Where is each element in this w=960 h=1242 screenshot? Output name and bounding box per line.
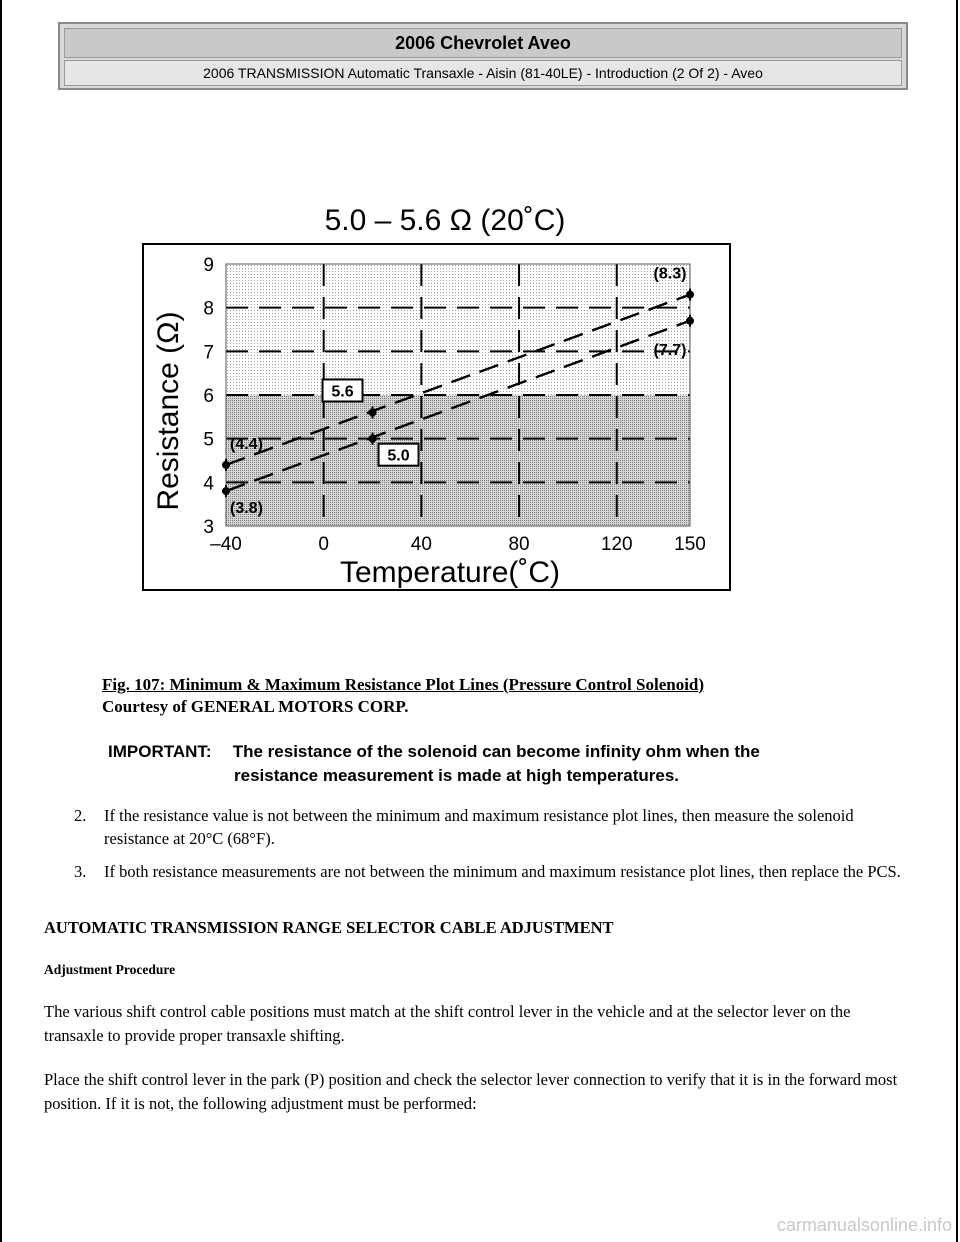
procedure-steps xyxy=(44,804,904,893)
important-line-1: The resistance of the solenoid can become infinity ohm when the xyxy=(232,742,760,761)
x-axis-label: Temperature(˚C) xyxy=(339,556,561,589)
figure-caption xyxy=(102,674,704,718)
document-header xyxy=(58,22,908,90)
chart-title: 5.0 – 5.6 Ω (20˚C) xyxy=(324,204,566,237)
x-tick-label: 80 xyxy=(508,534,530,555)
important-note xyxy=(108,740,868,788)
data-label: 5.0 xyxy=(387,447,410,465)
y-tick-label: 6 xyxy=(203,386,214,407)
resistance-chart xyxy=(140,196,740,596)
list-item xyxy=(44,804,904,850)
data-label: (8.3) xyxy=(653,265,687,283)
y-tick-label: 4 xyxy=(203,473,214,495)
section-heading: AUTOMATIC TRANSMISSION RANGE SELECTOR CABLE ADJUSTMENT xyxy=(44,918,614,937)
data-label: (4.4) xyxy=(230,435,263,453)
step-text: If the resistance value is not between the minimum and maximum resistance plot lines, then measure the solenoid resistance at 20°C (68°F). xyxy=(104,806,854,848)
document-subtitle: 2006 TRANSMISSION Automatic Transaxle - Aisin (81-40LE) - Introduction (2 Of 2) - Aveo xyxy=(64,60,902,86)
important-label: IMPORTANT: xyxy=(108,742,212,761)
y-tick-label: 9 xyxy=(203,255,214,276)
document-title: 2006 Chevrolet Aveo xyxy=(64,28,902,58)
step-number: 2. xyxy=(74,806,87,825)
y-axis-label: Resistance (Ω) xyxy=(152,311,185,511)
watermark: carmanualsonline.info xyxy=(776,1215,952,1235)
paragraph: The various shift control cable positions must match at the shift control lever in the vehicle and at the selector lever on the transaxle to provide proper transaxle shifting. xyxy=(44,1002,851,1045)
data-label: 5.6 xyxy=(331,383,354,401)
y-tick-label: 8 xyxy=(203,298,214,320)
figure-courtesy: Courtesy of GENERAL MOTORS CORP. xyxy=(102,697,409,716)
y-tick-label: 3 xyxy=(203,517,214,538)
important-line-2: resistance measurement is made at high temperatures. xyxy=(234,766,680,785)
x-tick-label: 120 xyxy=(600,534,633,555)
step-text: If both resistance measurements are not between the minimum and maximum resistance plot lines, then replace the PCS. xyxy=(104,862,901,881)
sub-heading: Adjustment Procedure xyxy=(44,962,176,977)
data-label: (3.8) xyxy=(230,500,263,518)
x-tick-label: 40 xyxy=(410,534,432,555)
figure-title: Fig. 107: Minimum & Maximum Resistance Plot Lines (Pressure Control Solenoid) xyxy=(102,675,705,694)
step-number: 3. xyxy=(74,862,87,881)
y-tick-label: 7 xyxy=(203,342,214,364)
shaded-band xyxy=(226,395,690,526)
x-tick-label: –40 xyxy=(210,534,242,555)
paragraph: Place the shift control lever in the park (P) position and check the selector lever connection to verify that it is in the forward most position. If it is not, the following adjustment must be performed: xyxy=(44,1070,898,1113)
y-tick-label: 5 xyxy=(203,429,214,451)
data-label: (7.7) xyxy=(653,341,687,359)
x-tick-label: 0 xyxy=(318,534,329,555)
list-item xyxy=(44,860,904,883)
x-tick-label: 150 xyxy=(674,534,706,555)
